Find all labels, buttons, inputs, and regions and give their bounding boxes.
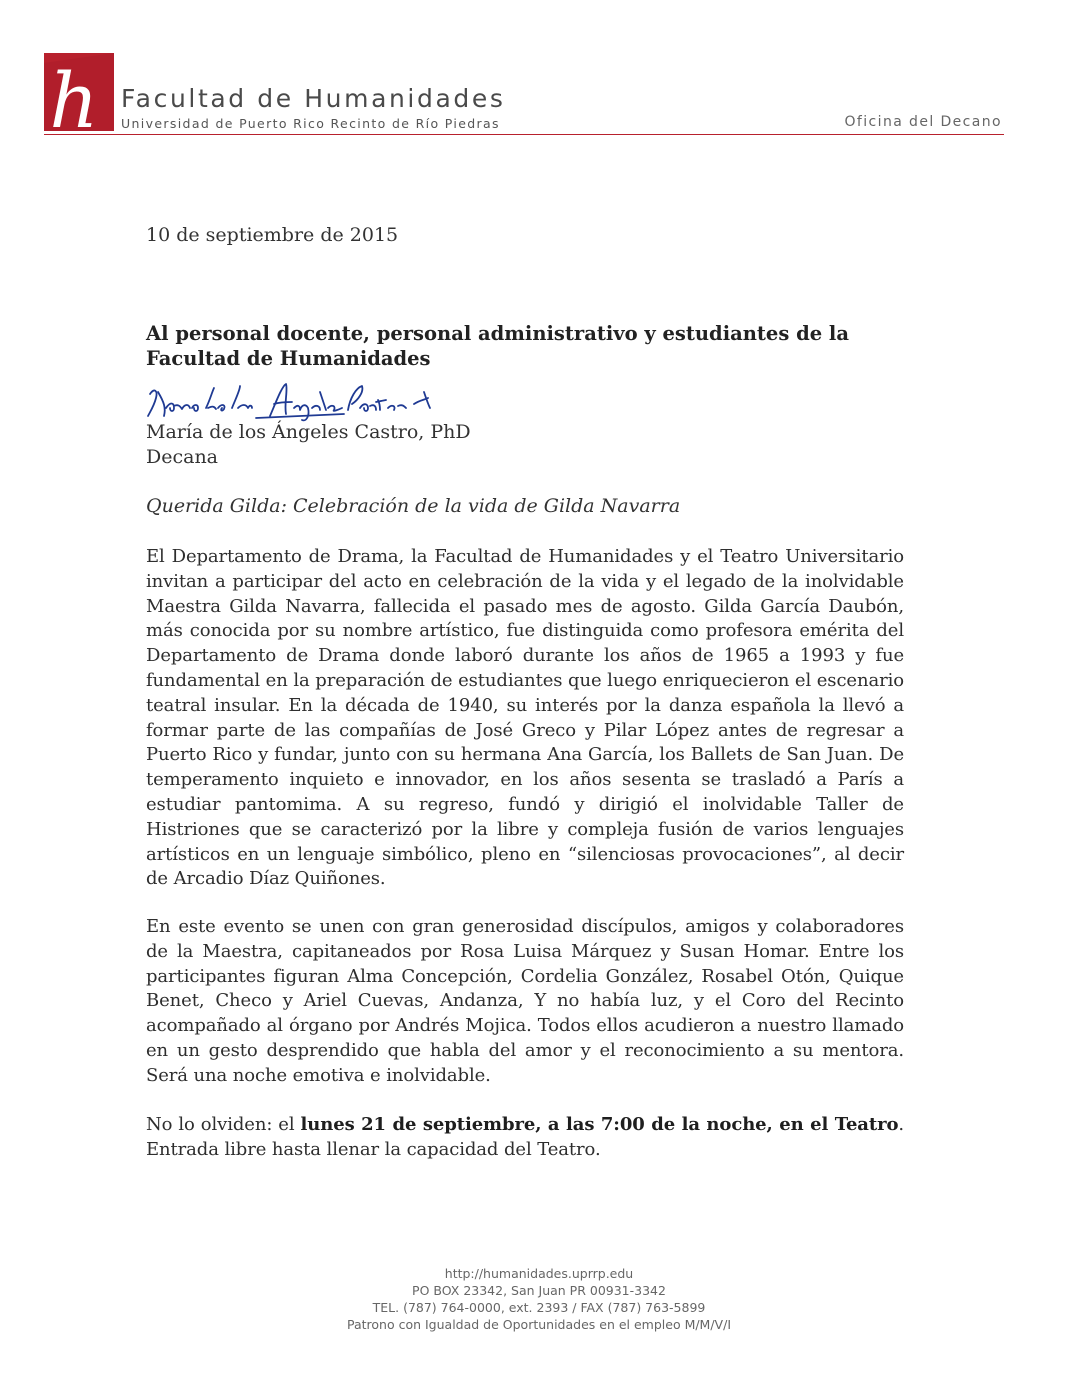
logo-letter: h bbox=[49, 56, 99, 131]
letter-subject: Querida Gilda: Celebración de la vida de Gilda Navarra bbox=[146, 495, 681, 517]
sender-name: María de los Ángeles Castro, PhD bbox=[146, 421, 471, 443]
faculty-logo bbox=[44, 53, 114, 131]
sender-title: Decana bbox=[146, 446, 219, 468]
header-divider bbox=[44, 134, 1004, 135]
closing-tail: Entrada libre hasta llenar la capacidad del Teatro. bbox=[146, 1138, 601, 1160]
closing-intro: No lo olviden: el bbox=[146, 1114, 301, 1135]
addressee: Al personal docente, personal administrativo y estudiantes de la Facultad de Humanidades bbox=[146, 322, 849, 370]
office-name: Oficina del Decano bbox=[844, 114, 1002, 130]
footer-phone: TEL. (787) 764-0000, ext. 2393 / FAX (787) 763-5899 bbox=[372, 1300, 706, 1315]
footer bbox=[0, 1265, 1078, 1333]
body-paragraph-2: En este evento se unen con gran generosidad discípulos, amigos y colaboradores de la Maestra, capitaneados por Rosa Luisa Márquez y Susan Homar. Entre los participantes figuran Alma Concepción, Cordelia González, Rosabel Otón, Quique Benet, Checo y Ariel Cuevas, Andanza, Y no había luz, y el Coro del Recinto acompañado al órgano por Andrés Mojica. Todos ellos acudieron a nuestro llamado en un gesto desprendido que habla del amor y el reconocimiento a su mentora. Será una noche emotiva e inolvidable. bbox=[146, 916, 904, 1086]
university-name: Universidad de Puerto Rico Recinto de Río Piedras bbox=[121, 116, 500, 131]
body-paragraph-1: El Departamento de Drama, la Facultad de Humanidades y el Teatro Universitario invitan a participar del acto en celebración de la vida y el legado de la inolvidable Maestra Gilda Navarra, fallecida el pasado mes de agosto. Gilda García Daubón, más conocida por su nombre artístico, fue distinguida como profesora emérita del Departamento de Drama donde laboró durante los años de 1965 a 1993 y fue fundamental en la preparación de estudiantes que luego enriquecieron el escenario teatral insular. En la década de 1940, su interés por la danza española la llevó a formar parte de las compañías de José Greco y Pilar López antes de regresar a Puerto Rico y fundar, junto con su hermana Ana García, los Ballets de San Juan. De temperamento inquieto e innovador, en los años sesenta se trasladó a París a estudiar pantomima. A su regreso, fundó y dirigió el inolvidable Taller de Histriones que se caracterizó por la libre y compleja fusión de varios lenguajes artísticos en un lenguaje simbólico, pleno en “silenciosas provocaciones”, al decir de Arcadio Díaz Quiñones. bbox=[146, 546, 904, 890]
body-paragraph-3 bbox=[146, 1113, 904, 1163]
event-details: lunes 21 de septiembre, a las 7:00 de la noche, en el Teatro bbox=[300, 1114, 899, 1135]
closing-period: . bbox=[898, 1114, 904, 1135]
footer-equal-opportunity: Patrono con Igualdad de Oportunidades en el empleo M/M/V/I bbox=[346, 1317, 732, 1332]
letter-date: 10 de septiembre de 2015 bbox=[146, 224, 399, 246]
footer-url: http://humanidades.uprrp.edu bbox=[444, 1266, 634, 1281]
faculty-title: Facultad de Humanidades bbox=[121, 84, 506, 113]
footer-address: PO BOX 23342, San Juan PR 00931-3342 bbox=[412, 1283, 666, 1298]
